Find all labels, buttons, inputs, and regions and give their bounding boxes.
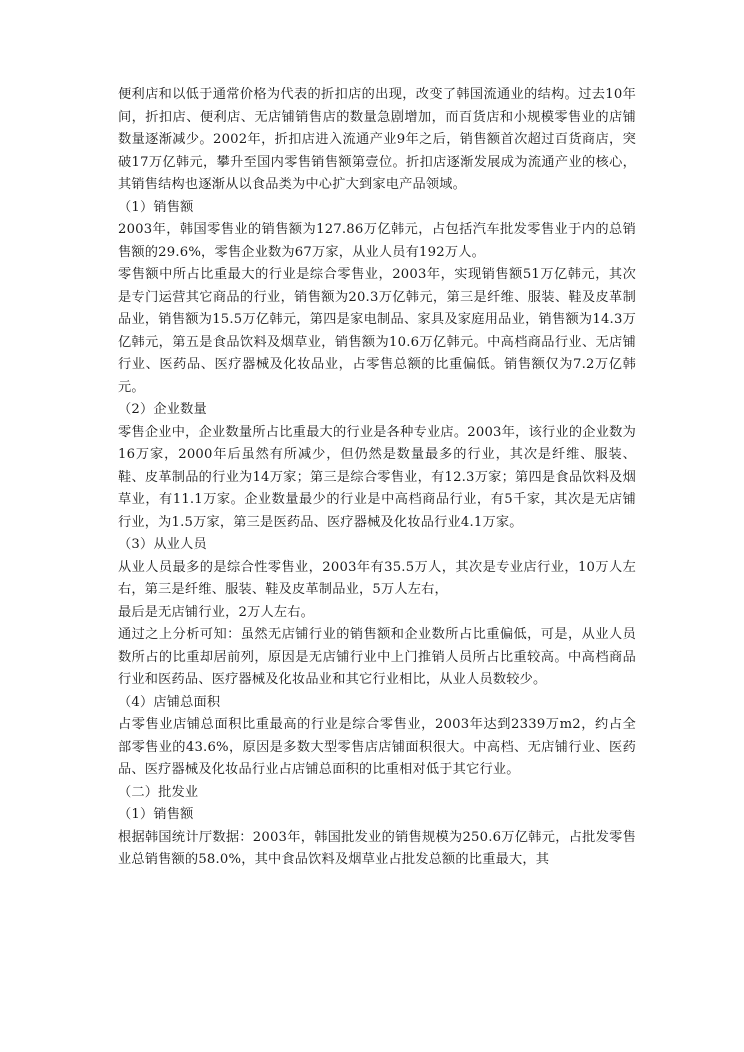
heading-enterprise-count: （2）企业数量 — [118, 402, 207, 417]
paragraph-enterprise-count: 零售企业中，企业数量所占比重最大的行业是各种专业店。2003年，该行业的企业数为16万家，2000年后虽然有所减少，但仍然是数量最多的行业，其次是纤维、服装、鞋、皮革制品的行业为14万家；第三是综合零售业，有12.3万家；第四是食品饮料及烟草业，有11.1万家。企业数量最少的行业是中高档商品行业，有5千家，其次是无店铺行业，为1.5万家，第三是医药品、医疗器械及化妆品行业4.1万家。 — [118, 424, 636, 530]
heading-employees: （3）从业人员 — [118, 537, 207, 552]
paragraph-sales-overview: 2003年，韩国零售业的销售额为127.86万亿韩元，占包括汽车批发零售业于内的总销售额的29.6%，零售企业数为67万家，从业人员有192万人。 — [118, 222, 636, 260]
paragraph-intro: 便利店和以低于通常价格为代表的折扣店的出现，改变了韩国流通业的结构。过去10年间，折扣店、便利店、无店铺销售店的数量急剧增加，而百货店和小规模零售业的店铺数量逐渐减少。2002年，折扣店进入流通产业9年之后，销售额首次超过百货商店，突破17万亿韩元，攀升至国内零售销售额第壹位。折扣店逐渐发展成为流通产业的核心，其销售结构也逐渐从以食品类为中心扩大到家电产品领域。 — [118, 87, 636, 192]
paragraph-floor-area: 占零售业店铺总面积比重最高的行业是综合零售业，2003年达到2339万m2，约占全部零售业的43.6%，原因是多数大型零售店店铺面积很大。中高档、无店铺行业、医药品、医疗器械及化妆品行业占店铺总面积的比重相对低于其它行业。 — [118, 717, 636, 777]
heading-wholesale: （二）批发业 — [118, 784, 199, 800]
paragraph-employees: 从业人员最多的是综合性零售业，2003年有35.5万人，其次是专业店行业，10万人左右，第三是纤维、服装、鞋及皮革制品业，5万人左右， — [118, 559, 636, 597]
heading-wholesale-sales: （1）销售额 — [118, 807, 194, 822]
paragraph-analysis: 通过之上分析可知：虽然无店铺行业的销售额和企业数所占比重偏低，可是，从业人员数所占的比重却居前列，原因是无店铺行业中上门推销人员所占比重较高。中高档商品行业和医药品、医疗器械及化妆品业和其它行业相比，从业人员数较少。 — [118, 627, 636, 687]
document-page — [118, 84, 636, 872]
paragraph-wholesale-sales: 根据韩国统计厅数据：2003年，韩国批发业的销售规模为250.6万亿韩元，占批发零售业总销售额的58.0%，其中食品饮料及烟草业占批发总额的比重最大，其 — [118, 829, 636, 867]
paragraph-sales-by-industry: 零售额中所占比重最大的行业是综合零售业，2003年，实现销售额51万亿韩元，其次是专门运营其它商品的行业，销售额为20.3万亿韩元，第三是纤维、服装、鞋及皮革制品业，销售额为15.5万亿韩元，第四是家电制品、家具及家庭用品业，销售额为14.3万亿韩元，第五是食品饮料及烟草业，销售额为10.6万亿韩元。中高档商品行业、无店铺行业、医药品、医疗器械及化妆品业，占零售总额的比重偏低。销售额仅为7.2万亿韩元。 — [118, 267, 636, 395]
heading-sales: （1）销售额 — [118, 199, 194, 215]
paragraph-employees-last: 最后是无店铺行业，2万人左右。 — [118, 604, 315, 620]
heading-floor-area: （4）店铺总面积 — [118, 694, 221, 710]
